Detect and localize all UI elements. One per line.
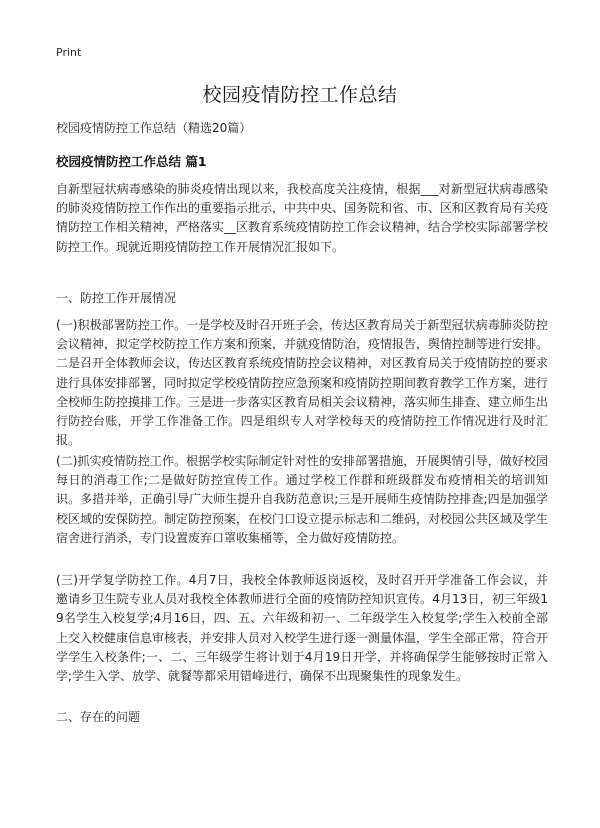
print-link[interactable]: Print [56,46,82,59]
heading-problems: 二、存在的问题 [56,710,141,724]
paragraph-reopening: (三)开学复学防控工作。4月7日，我校全体教师返岗返校，及时召开开学准备工作会议，并邀请乡卫生院专业人员对我校全体教师进行全面的疫情防控知识宣传。4月13日，初三年级19名学生入校复学;4月16日，四、五、六年级和初一、二年级学生入校复学;学生入校前全部上交入校健康信息审核表，并安排人员对入校学生进行逐一测量体温，学生全部正常，符合开学学生入校条件;一、二、三年级学生将计划于4月19日开学，并将确保学生能够按时正常入学;学生入学、放学、就餐等都采用错峰进行，确保不出现聚集性的现象发生。 [56,573,549,684]
paragraph-deployment: (一)积极部署防控工作。一是学校及时召开班子会，传达区教育局关于新型冠状病毒肺炎防控会议精神，拟定学校防控工作方案和预案，并就疫情防治，疫情报告，舆情控制等进行安排。二是召开全体教师会议，传达区教育系统疫情防控会议精神，对区教育局关于疫情防控的要求进行具体安排部署，同时拟定学校疫情防控应急预案和疫情防控期间教育教学工作方案，进行全校师生防控摸排工作。三是进一步落实区教育局相关会议精神，落实师生排查、建立师生出行防控台账，开学工作准备工作。四是组织专人对学校每天的疫情防控工作情况进行及时汇报。 [56,318,549,448]
section-title: 校园疫情防控工作总结 篇1 [56,154,207,169]
document-subtitle: 校园疫情防控工作总结（精选20篇） [56,121,252,135]
paragraph-prevention: (二)抓实疫情防控工作。根据学校实际制定针对性的安排部署措施，开展舆情引导，做好校园每日的消毒工作;二是做好防控宣传工作。通过学校工作群和班级群发布疫情相关的培训知识。多措并举，正确引导广大师生提升自我防范意识;三是开展师生疫情防控排查;四是加强学校区域的安保防控。制定防控预案，在校门口设立提示标志和二维码，对校园公共区域及学生宿舍进行消杀，专门设置废弃口罩收集桶等，全力做好疫情防控。 [56,454,549,545]
intro-paragraph: 自新型冠状病毒感染的肺炎疫情出现以来，我校高度关注疫情，根据___对新型冠状病毒感染的肺炎疫情防控工作作出的重要指示批示，中共中央、国务院和省、市、区和区教育局有关疫情防控工作相关精神，严格落实__区教育系统疫情防控工作会议精神，结合学校实际部署学校防控工作。现就近期疫情防控工作开展情况汇报如下。 [56,182,549,254]
page-title: 校园疫情防控工作总结 [202,84,398,106]
heading-progress: 一、防控工作开展情况 [56,291,177,305]
